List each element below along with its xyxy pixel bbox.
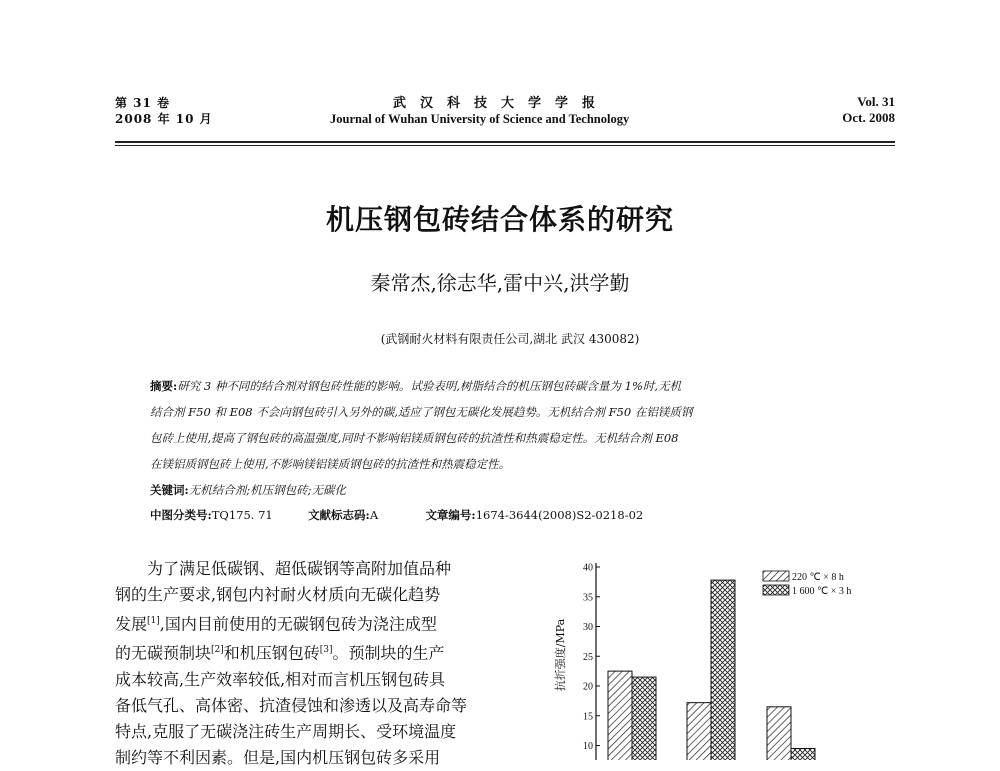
- y-tick-label: 20: [583, 681, 593, 693]
- bar-series2-group1: [632, 677, 656, 760]
- y-tick-label: 40: [583, 562, 593, 574]
- paper-affiliation: (武钢耐火材料有限责任公司,湖北 武汉 430082): [380, 332, 640, 346]
- bars: [608, 580, 815, 760]
- abstract: [150, 373, 885, 477]
- y-ticks: [583, 563, 600, 753]
- legend-swatch-1600: [763, 585, 789, 595]
- citation: [1]: [147, 616, 160, 626]
- citation: [3]: [319, 645, 333, 656]
- header-rule-top: [115, 141, 895, 143]
- header-rule-bottom: [115, 145, 895, 146]
- citation: [2]: [211, 645, 224, 656]
- volume-cn: 第 31 卷: [115, 96, 171, 110]
- bar-series1-group1: [608, 671, 632, 760]
- bar-series1-group2: [687, 703, 711, 760]
- article-number-label: 文章编号:: [425, 508, 476, 522]
- keywords: [150, 482, 346, 498]
- body-line: 钢的生产要求,钢包内衬耐火材质向无碳化趋势: [115, 585, 441, 604]
- bar-series2-group3: [791, 748, 815, 760]
- y-tick-label: 30: [583, 622, 593, 633]
- body-line: 制约等不利因素。但是,国内机压钢包砖多采用: [115, 747, 441, 767]
- bar-chart: [540, 555, 890, 760]
- paper-authors: 秦常杰,徐志华,雷中兴,洪学勤: [370, 271, 630, 295]
- bar-series2-group2: [711, 580, 735, 760]
- keywords-label: 关键词:: [150, 483, 189, 497]
- journal-title-cn: 武汉科技大学学报: [393, 96, 610, 111]
- abstract-line: 包砖上使用,提高了钢包砖的高温强度,同时不影响铝镁质钢包砖的抗渣性和热震稳定性。无机结合剂 E08: [150, 431, 679, 445]
- legend-label-1600: 1 600 ℃ × 3 h: [792, 586, 852, 597]
- legend-label-220: 220 ℃ × 8 h: [792, 572, 844, 583]
- abstract-line: 在镁铝质钢包砖上使用,不影响镁铝镁质钢包砖的抗渣性和热震稳定性。: [150, 457, 511, 471]
- doc-code-value: A: [369, 508, 379, 522]
- clc-value: TQ175. 71: [211, 508, 273, 522]
- classification: [150, 507, 890, 523]
- y-tick-label: 35: [583, 592, 593, 604]
- legend-swatch-220: [763, 571, 789, 581]
- body-text: [115, 556, 515, 771]
- legend: [763, 571, 851, 597]
- y-tick-label: 25: [583, 651, 593, 663]
- journal-title-en: Journal of Wuhan University of Science and Technology: [330, 112, 630, 126]
- date-cn: 2008 年 10 月: [115, 112, 213, 126]
- doc-code-label: 文献标志码:: [308, 508, 370, 522]
- body-line: 特点,克服了无碳浇注砖生产周期长、受环境温度: [115, 721, 457, 741]
- y-tick-label: 15: [583, 711, 593, 723]
- body-line: 为了满足低碳钢、超低碳钢等高附加值品种: [147, 559, 452, 578]
- clc-label: 中图分类号:: [150, 508, 212, 522]
- volume-en: Vol. 31: [857, 94, 895, 109]
- y-axis-label: 抗折强度/MPa: [554, 618, 567, 692]
- keywords-text: 无机结合剂;机压钢包砖;无碳化: [188, 483, 346, 497]
- bar-series1-group3: [767, 707, 791, 760]
- body-line: 成本较高,生产效率较低,相对而言机压钢包砖具: [115, 669, 446, 689]
- paper-title: 机压钢包砖结合体系的研究: [325, 203, 674, 236]
- abstract-label: 摘要:: [150, 379, 178, 393]
- abstract-line: 结合剂 F50 和 E08 不会向钢包砖引入另外的碳,适应了钢包无碳化发展趋势。无机结合剂 F50 在铝镁质钢: [150, 405, 693, 419]
- date-en: Oct. 2008: [842, 110, 895, 125]
- article-number-value: 1674-3644(2008)S2-0218-02: [475, 508, 644, 522]
- abstract-line: 摘要:研究 3 种不同的结合剂对钢包砖性能的影响。试验表明,树脂结合的机压钢包砖碳含量为 1%时,无机: [150, 379, 682, 393]
- y-tick-label: 10: [583, 741, 593, 752]
- body-line: 发展[1],国内目前使用的无碳钢包砖为浇注成型: [115, 614, 437, 634]
- body-line: 的无碳预制块[2]和机压钢包砖[3]。预制块的生产: [115, 643, 445, 663]
- body-line: 备低气孔、高体密、抗渣侵蚀和渗透以及高寿命等: [115, 695, 468, 715]
